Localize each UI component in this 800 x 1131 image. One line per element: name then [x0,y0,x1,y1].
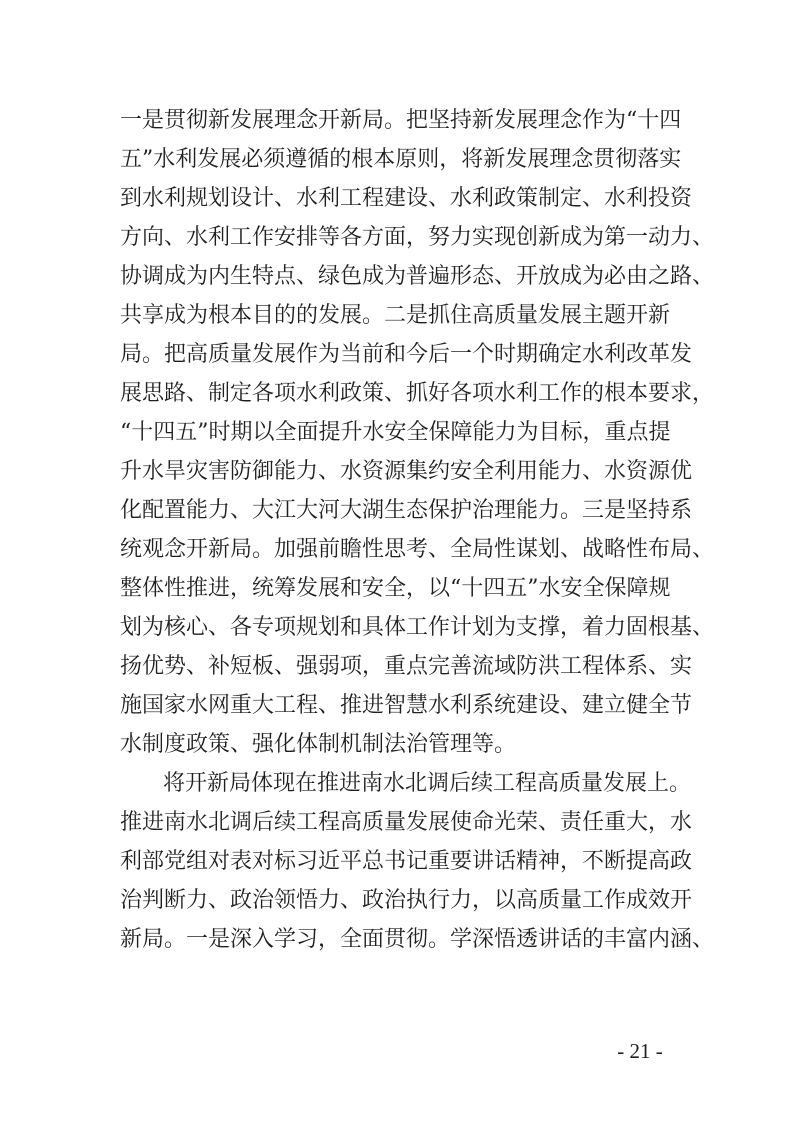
body-line: 协调成为内生特点、绿色成为普遍形态、开放成为必由之路、 [120,264,715,289]
body-line: 方向、水利工作安排等各方面，努力实现创新成为第一动力、 [120,225,715,250]
body-line: 展思路、制定各项水利政策、抓好各项水利工作的根本要求， [120,381,715,406]
paragraph-first-line: 将开新局体现在推进南水北调后续工程高质量发展上。 [163,771,692,796]
body-line: 共享成为根本目的的发展。二是抓住高质量发展主题开新 [120,303,671,328]
body-line: 利部党组对表对标习近平总书记重要讲话精神，不断提高政 [120,849,693,874]
body-line: 一是贯彻新发展理念开新局。把坚持新发展理念作为“十四 [120,108,682,133]
body-line: 统观念开新局。加强前瞻性思考、全局性谋划、战略性布局、 [120,537,715,562]
body-line: 推进南水北调后续工程高质量发展使命光荣、责任重大，水 [120,810,693,835]
body-line: “十四五”时期以全面提升水安全保障能力为目标，重点提 [120,420,671,445]
body-line: 施国家水网重大工程、推进智慧水利系统建设、建立健全节 [120,693,693,718]
body-line: 水制度政策、强化体制机制法治管理等。 [120,732,517,757]
body-line: 化配置能力、大江大河大湖生态保护治理能力。三是坚持系 [120,498,693,523]
page-number: - 21 - [617,1039,663,1063]
body-line: 治判断力、政治领悟力、政治执行力，以高质量工作成效开 [120,888,693,913]
body-line: 局。把高质量发展作为当前和今后一个时期确定水利改革发 [120,342,693,367]
body-line: 整体性推进，统筹发展和安全，以“十四五”水安全保障规 [120,576,671,601]
body-line: 升水旱灾害防御能力、水资源集约安全利用能力、水资源优 [120,459,693,484]
body-line: 到水利规划设计、水利工程建设、水利政策制定、水利投资 [120,186,693,211]
body-line: 五”水利发展必须遵循的根本原则，将新发展理念贯彻落实 [120,147,682,172]
body-line: 扬优势、补短板、强弱项，重点完善流域防洪工程体系、实 [120,654,693,679]
body-line: 划为核心、各专项规划和具体工作计划为支撑，着力固根基、 [120,615,715,640]
body-line: 新局。一是深入学习，全面贯彻。学深悟透讲话的丰富内涵、 [120,927,715,952]
